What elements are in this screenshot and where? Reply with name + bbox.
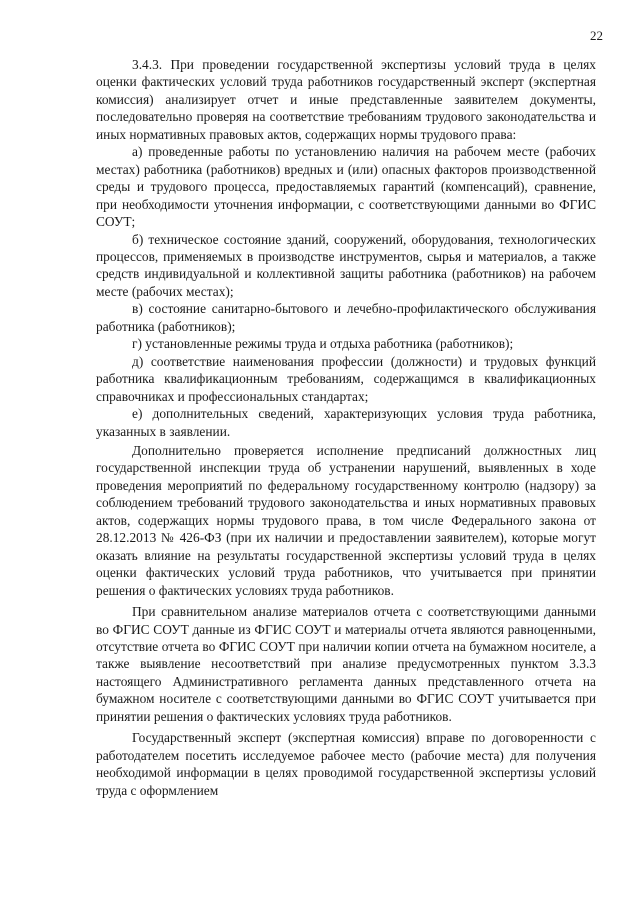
list-item-a: а) проведенные работы по установлению наличия на рабочем месте (рабочих местах) работника (работников) вредных и (или) опасных факторов производственной среды и трудового процесса, предоставляемых гарантий (компенсаций), сравнение, при необходимости уточнения информации, с соответствующими данными во ФГИС СОУТ; — [96, 144, 596, 230]
paragraph-additional-check: Дополнительно проверяется исполнение предписаний должностных лиц государственной инспекции труда об устранении нарушений, выявленных в ходе проведения мероприятий по федеральному государственному контролю (надзору) за соблюдением требований трудового законодательства и иных нормативных правовых актов, содержащих нормы трудового права, в том числе Федерального закона от 28.12.2013 № 426-ФЗ (при их наличии и предоставлении заявителем), которые могут оказать влияние на результаты государственной экспертизы условий труда в целях оценки фактических условий труда работников, что учитывается при принятии решения о фактических условиях труда работников. — [96, 442, 596, 598]
list-item-v: в) состояние санитарно-бытового и лечебно-профилактического обслуживания работника (работников); — [96, 301, 596, 334]
document-body — [96, 56, 596, 799]
list-item-e: е) дополнительных сведений, характеризующих условия труда работника, указанных в заявлении. — [96, 406, 596, 439]
list-item-d: д) соответствие наименования профессии (должности) и трудовых функций работника квалификационным требованиям, содержащимся в квалификационных справочниках и профессиональных стандартах; — [96, 353, 596, 404]
list-item-b: б) техническое состояние зданий, сооружений, оборудования, технологических процессов, применяемых в производстве инструментов, сырья и материалов, а также средств индивидуальной и коллективной защиты работника (работников) на рабочем месте (рабочих местах); — [96, 231, 596, 299]
page-number: 22 — [590, 28, 603, 43]
list-item-g: г) установленные режимы труда и отдыха работника (работников); — [132, 336, 514, 352]
paragraph-3-4-3: 3.4.3. При проведении государственной экспертизы условий труда в целях оценки фактических условий труда работников государственный эксперт (экспертная комиссия) анализирует отчет и иные представленные заявителем документы, последовательно проверяя на соответствие требованиям трудового законодательства и иных нормативных правовых актов, содержащих нормы трудового права: — [96, 57, 596, 142]
paragraph-expert-visit: Государственный эксперт (экспертная комиссия) вправе по договоренности с работодателем посетить исследуемое рабочее место (рабочие места) для получения необходимой информации в целях проводимой государственной экспертизы условий труда с оформлением — [96, 730, 596, 798]
paragraph-comparative-analysis: При сравнительном анализе материалов отчета с соответствующими данными во ФГИС СОУТ данные из ФГИС СОУТ и материалы отчета являются равноценными, отсутствие отчета во ФГИС СОУТ при наличии копии отчета на бумажном носителе, а также выявление несоответствий при анализе предусмотренных пунктом 3.3.3 настоящего Административного регламента данных представленного отчета на бумажном носителе с соответствующими данными во ФГИС СОУТ учитывается при принятии решения о фактических условиях труда работников. — [96, 604, 596, 724]
